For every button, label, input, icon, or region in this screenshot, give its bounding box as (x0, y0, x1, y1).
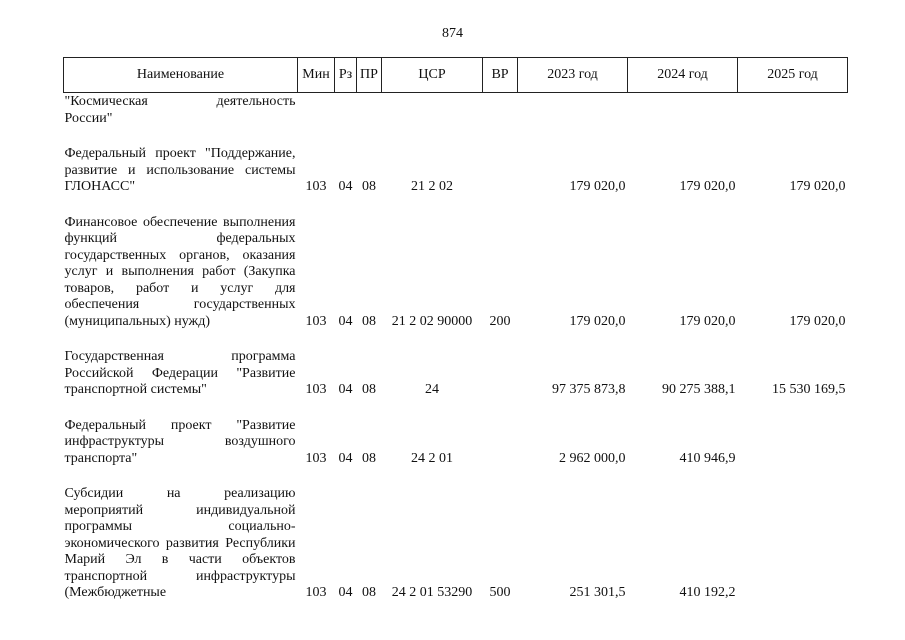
cell-vr (483, 400, 518, 469)
cell-2024: 179 020,0 (679, 179, 736, 194)
cell-2025 (738, 93, 848, 129)
cell-2023: 2 962 000,0 (559, 450, 626, 466)
row-name: Государственная программа Российской Федерации "Развитие транспортной системы" (64, 349, 296, 397)
row-name-line: "Космическая деятельность (64, 94, 296, 109)
cell-pr: 08 (362, 179, 376, 194)
cell-rz: 04 (338, 585, 353, 600)
cell-2023 (518, 93, 628, 129)
page-number: 874 (442, 26, 463, 41)
header-2025: 2025 год (738, 58, 848, 93)
cell-2025: 179 020,0 (789, 313, 846, 329)
cell-vr (483, 93, 518, 129)
cell-vr (483, 331, 518, 400)
cell-csr: 21 2 02 90000 (391, 313, 473, 329)
cell-2025 (738, 468, 848, 603)
cell-min: 103 (305, 450, 327, 466)
cell-csr: 24 2 01 53290 (391, 585, 473, 600)
header-min: Мин (298, 58, 335, 93)
cell-2024: 410 192,2 (679, 585, 736, 600)
cell-2023: 179 020,0 (569, 179, 626, 194)
cell-min: 103 (305, 179, 327, 194)
header-name: Наименование (64, 58, 298, 93)
cell-2024: 179 020,0 (679, 313, 736, 329)
cell-csr: 24 (425, 382, 439, 397)
cell-csr: 21 2 02 (411, 179, 453, 194)
cell-rz: 04 (338, 313, 353, 329)
table-row (64, 128, 848, 197)
cell-2024: 410 946,9 (679, 450, 736, 466)
cell-rz: 04 (338, 382, 353, 397)
cell-2025 (738, 400, 848, 469)
cell-min: 103 (305, 313, 327, 329)
cell-2023: 97 375 873,8 (552, 382, 626, 397)
cell-2024 (628, 93, 738, 129)
cell-2025: 179 020,0 (789, 179, 846, 194)
cell-2023: 251 301,5 (569, 585, 626, 600)
header-csr: ЦСР (382, 58, 483, 93)
row-name-line: России" (64, 110, 113, 126)
cell-rz: 04 (338, 179, 353, 194)
table-row (64, 468, 848, 603)
cell-pr: 08 (362, 450, 376, 466)
cell-rz (335, 93, 357, 129)
header-vr: ВР (483, 58, 518, 93)
cell-pr: 08 (362, 382, 376, 397)
table-row (64, 197, 848, 332)
cell-vr: 200 (489, 313, 511, 329)
budget-table (63, 57, 848, 603)
cell-csr: 24 2 01 (411, 450, 453, 466)
cell-min (298, 93, 335, 129)
cell-2023: 179 020,0 (569, 313, 626, 329)
cell-2024: 90 275 388,1 (662, 382, 736, 397)
cell-min: 103 (305, 382, 327, 397)
row-name: Финансовое обеспечение выполнения функций федеральных государственных органов, оказания услуг и выполнения работ (Закупка товаров, работ и услуг для обеспечения государственных (муниципальных) нужд) (64, 214, 296, 329)
cell-pr: 08 (362, 585, 376, 600)
cell-vr: 500 (489, 585, 511, 600)
cell-2025: 15 530 169,5 (772, 382, 846, 397)
header-2024: 2024 год (628, 58, 738, 93)
cell-min: 103 (305, 585, 327, 600)
table-row (64, 93, 848, 129)
cell-pr: 08 (362, 313, 376, 329)
row-name: Федеральный проект "Поддержание, развитие и использование системы ГЛОНАСС" (64, 146, 296, 194)
table-header (64, 58, 848, 93)
row-name: Субсидии на реализацию мероприятий индивидуальной программы социально-экономического развития Республики Марий Эл в части объектов транспортной инфраструктуры (Межбюджетные (64, 486, 296, 600)
cell-pr (357, 93, 382, 129)
header-rz: Рз (335, 58, 357, 93)
row-name (64, 93, 298, 129)
cell-vr (483, 128, 518, 197)
cell-csr (382, 93, 483, 129)
header-pr: ПР (357, 58, 382, 93)
table-row (64, 331, 848, 400)
cell-rz: 04 (338, 450, 353, 466)
row-name: Федеральный проект "Развитие инфраструктуры воздушного транспорта" (64, 417, 296, 466)
header-2023: 2023 год (518, 58, 628, 93)
table-row (64, 400, 848, 469)
